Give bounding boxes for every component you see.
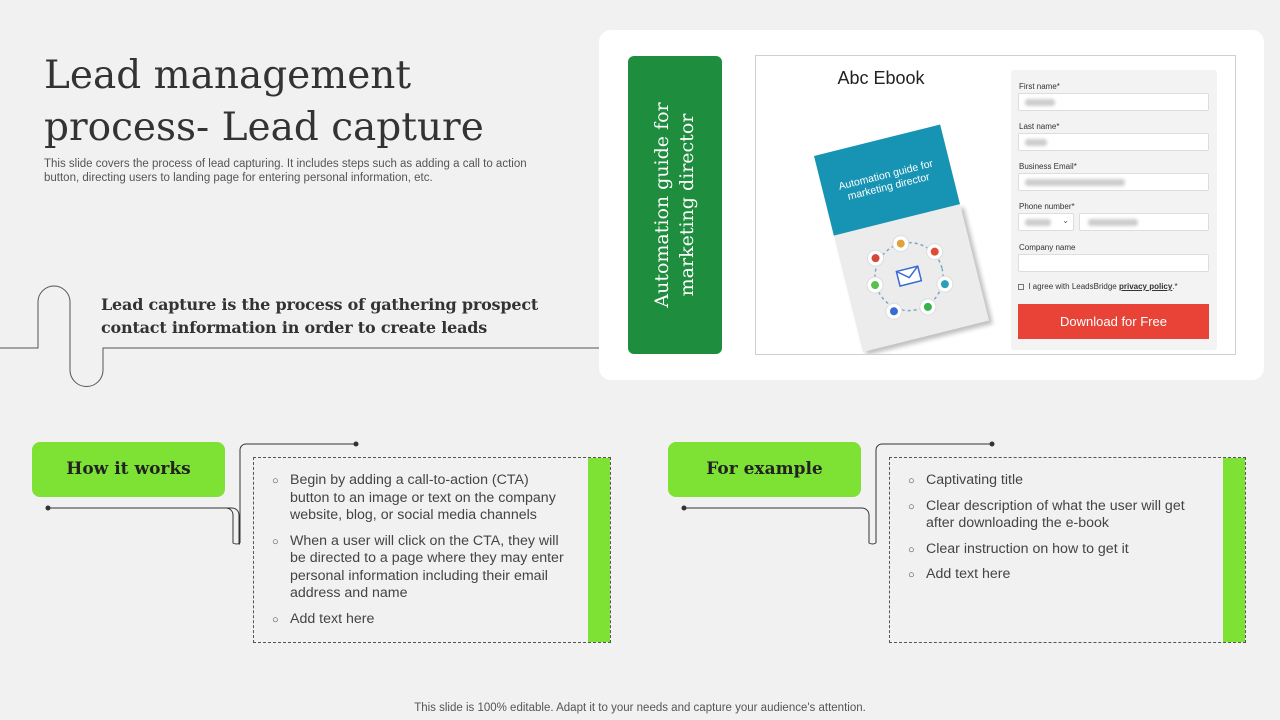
example-card xyxy=(599,30,1264,380)
business-email-label: Business Email* xyxy=(1019,162,1077,171)
first-name-field[interactable] xyxy=(1018,93,1209,111)
privacy-agreement xyxy=(1018,282,1178,291)
signup-form xyxy=(1011,70,1217,350)
ebook-title: Abc Ebook xyxy=(837,68,925,88)
for-example-heading: For example xyxy=(668,442,861,497)
list-item: ○ Begin by adding a call-to-action (CTA) button to an image or text on the company website, blog, or social media channels xyxy=(272,472,572,525)
vertical-banner-text: Automation guide for marketing director xyxy=(651,102,698,308)
last-name-label: Last name* xyxy=(1019,122,1060,131)
lead-capture-definition: Lead capture is the process of gathering prospect contact information in order to create leads xyxy=(101,295,539,337)
page-subtitle: This slide covers the process of lead capturing. It includes steps such as adding a call to action button, directing users to landing page for entering personal information, etc. xyxy=(44,158,527,184)
download-button[interactable]: Download for Free xyxy=(1018,304,1209,339)
how-it-works-box xyxy=(253,457,611,643)
business-email-field[interactable] xyxy=(1018,173,1209,191)
phone-number-label: Phone number* xyxy=(1019,202,1075,211)
list-item: ○ Captivating title xyxy=(908,472,1208,490)
list-item: ○ Clear instruction on how to get it xyxy=(908,541,1208,559)
how-it-works-list xyxy=(272,472,572,636)
chevron-down-icon: ⌄ xyxy=(1062,216,1069,225)
ebook-cover-title: Automation guide for marketing director xyxy=(814,125,960,236)
page-title: Lead management process- Lead capture xyxy=(44,53,484,150)
last-name-field[interactable] xyxy=(1018,133,1209,151)
vertical-banner xyxy=(628,56,722,354)
for-example-accent-bar xyxy=(1223,458,1245,642)
list-item: ○ Add text here xyxy=(908,566,1208,584)
list-item: ○ Clear description of what the user will get after downloading the e-book xyxy=(908,498,1208,533)
privacy-policy-link[interactable]: privacy policy xyxy=(1118,282,1173,291)
agree-suffix: .* xyxy=(1172,282,1178,291)
agree-checkbox[interactable] xyxy=(1018,284,1024,290)
company-name-field[interactable] xyxy=(1018,254,1209,272)
first-name-label: First name* xyxy=(1019,82,1060,91)
how-it-works-heading: How it works xyxy=(32,442,225,497)
company-name-label: Company name xyxy=(1019,243,1076,252)
ebook-cover-image xyxy=(814,120,1006,341)
agree-text: I agree with LeadsBridge xyxy=(1028,282,1117,291)
list-item: ○ Add text here xyxy=(272,611,572,629)
landing-page-preview xyxy=(755,55,1236,355)
phone-country-select[interactable] xyxy=(1018,213,1074,231)
list-item: ○ When a user will click on the CTA, they will be directed to a page where they may enter personal information including their email address and name xyxy=(272,533,572,603)
footer-note: This slide is 100% editable. Adapt it to your needs and capture your audience's attention. xyxy=(414,702,866,714)
for-example-box xyxy=(889,457,1246,643)
for-example-list xyxy=(908,472,1208,592)
how-it-works-accent-bar xyxy=(588,458,610,642)
phone-number-field[interactable] xyxy=(1079,213,1209,231)
